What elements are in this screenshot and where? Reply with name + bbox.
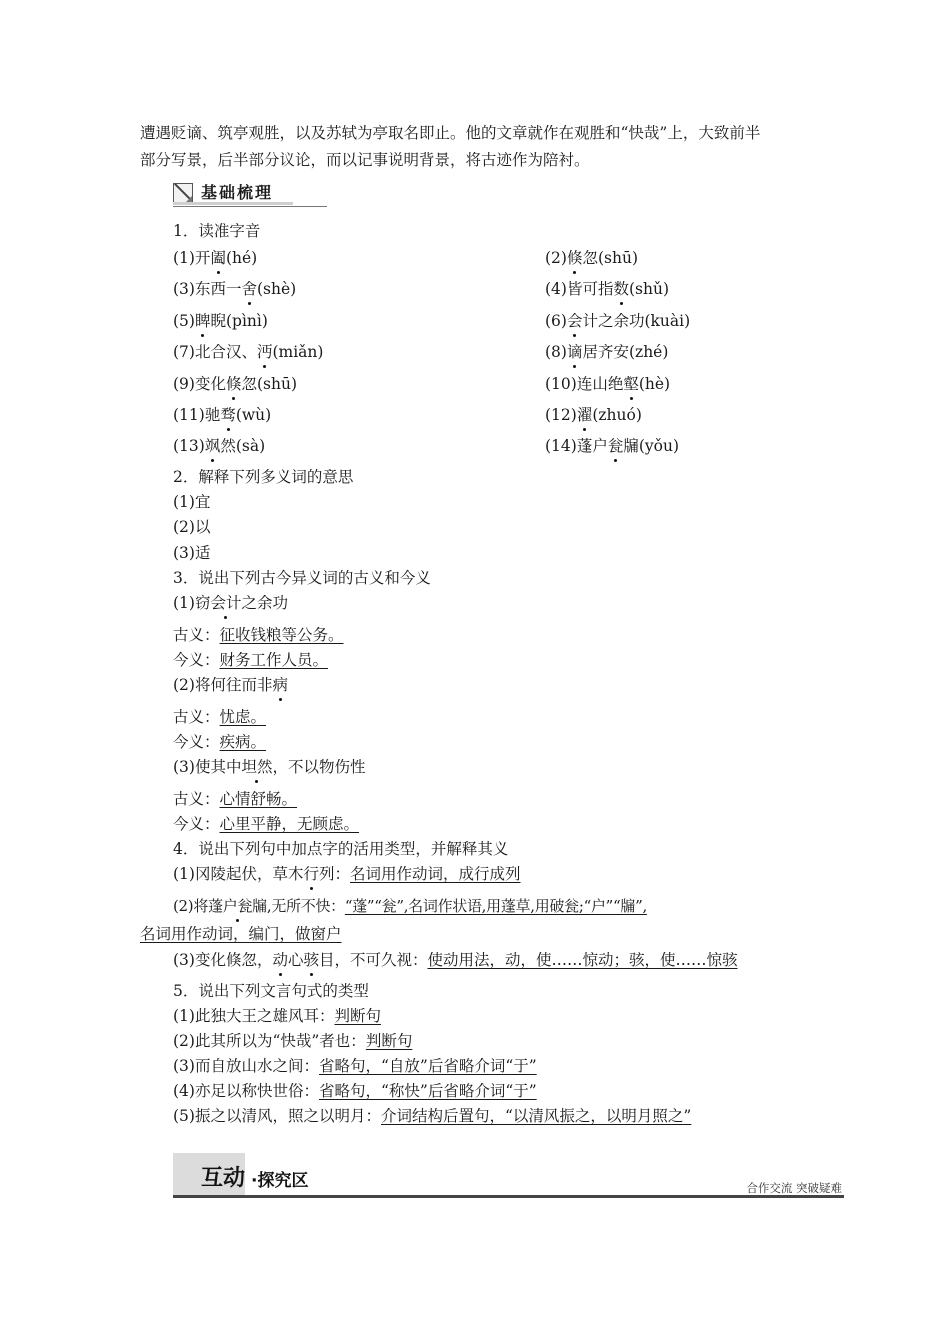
q4-item-2-cont: 名词用作动词，编门，做窗户	[140, 925, 342, 943]
section-marker-icon	[173, 183, 193, 203]
q3-ancient-meaning: 古义：征收钱粮等公务。	[173, 626, 344, 644]
pron-item: (10)连山绝壑(hè)	[545, 375, 671, 393]
q4-heading: 4．说出下列句中加点字的活用类型，并解释其义	[173, 840, 509, 858]
pron-item: (2)倏忽(shū)	[545, 249, 638, 267]
q5-item: (1)此独大王之雄风耳：判断句	[173, 1007, 381, 1025]
pron-item: (8)谪居齐安(zhé)	[545, 343, 669, 361]
section-header-jichu	[173, 180, 327, 208]
pron-item: (14)蓬户瓮牖(yǒu)	[545, 437, 680, 455]
pron-item: (11)驰骛(wù)	[173, 406, 272, 424]
pron-item: (6)会计之余功(kuài)	[545, 312, 691, 330]
intro-line-1: 遭遇贬谪、筑亭观胜，以及苏轼为亭取名即止。他的文章就作在观胜和“快哉”上，大致前半	[140, 124, 761, 142]
pron-item: (12)濯(zhuó)	[545, 406, 642, 424]
pron-item: (3)东西一舍(shè)	[173, 280, 297, 298]
banner-subtitle: ·探究区	[251, 1171, 309, 1191]
q3-ancient-meaning: 古义：心情舒畅。	[173, 790, 298, 808]
pron-item: (4)皆可指数(shǔ)	[545, 280, 669, 298]
q5-item: (3)而自放山水之间：省略句，“自放”后省略介词“于”	[173, 1057, 537, 1075]
q3-sentence: (1)窃会计之余功	[173, 594, 288, 612]
q3-modern-meaning: 今义：疾病。	[173, 733, 267, 751]
q1-heading: 1．读准字音	[173, 222, 261, 240]
q3-heading: 3．说出下列古今异义词的古义和今义	[173, 569, 431, 587]
q3-sentence: (3)使其中坦然，不以物伤性	[173, 758, 366, 776]
q3-modern-meaning: 今义：心里平静，无顾虑。	[173, 815, 360, 833]
intro-paragraph	[140, 120, 820, 174]
q3-modern-meaning: 今义：财务工作人员。	[173, 651, 329, 669]
q4-item-1: (1)冈陵起伏，草木行列：名词用作动词，成行成列	[173, 865, 521, 883]
banner-title: 互动	[201, 1166, 246, 1191]
q5-item: (5)振之以清风，照之以明月：介词结构后置句，“以清风振之，以明月照之”	[173, 1107, 692, 1125]
pron-item: (9)变化倏忽(shū)	[173, 375, 297, 393]
q5-item: (4)亦足以称快世俗：省略句，“称快”后省略介词“于”	[173, 1082, 537, 1100]
pron-item: (5)睥睨(pìnì)	[173, 312, 268, 330]
q4-item-3: (3)变化倏忽，动心骇目，不可久视：使动用法，动，使……惊动；骇，使……惊骇	[173, 951, 738, 969]
polysemy-item: (2)以	[173, 518, 211, 536]
section-banner-hudong	[173, 1153, 844, 1199]
q5-heading: 5．说出下列文言句式的类型	[173, 982, 369, 1000]
pron-item: (13)飒然(sà)	[173, 437, 266, 455]
polysemy-item: (3)适	[173, 544, 211, 562]
q3-sentence: (2)将何往而非病	[173, 676, 288, 694]
q4-item-2: (2)将蓬户瓮牖,无所不快：“蓬”“瓮”,名词作状语,用蓬草,用破瓮;“户”“牖”,	[173, 897, 647, 915]
banner-tagline: 合作交流 突破疑难	[746, 1181, 842, 1195]
pron-item: (7)北合汉、沔(miǎn)	[173, 343, 324, 361]
section-title: 基础梳理	[201, 183, 274, 202]
intro-line-2: 部分写景，后半部分议论，而以记事说明背景，将古迹作为陪衬。	[140, 151, 590, 169]
q5-item: (2)此其所以为“快哉”者也：判断句	[173, 1032, 413, 1050]
pron-item: (1)开阖(hé)	[173, 249, 258, 267]
q3-ancient-meaning: 古义：忧虑。	[173, 708, 267, 726]
polysemy-item: (1)宜	[173, 493, 211, 511]
q2-heading: 2．解释下列多义词的意思	[173, 468, 354, 486]
